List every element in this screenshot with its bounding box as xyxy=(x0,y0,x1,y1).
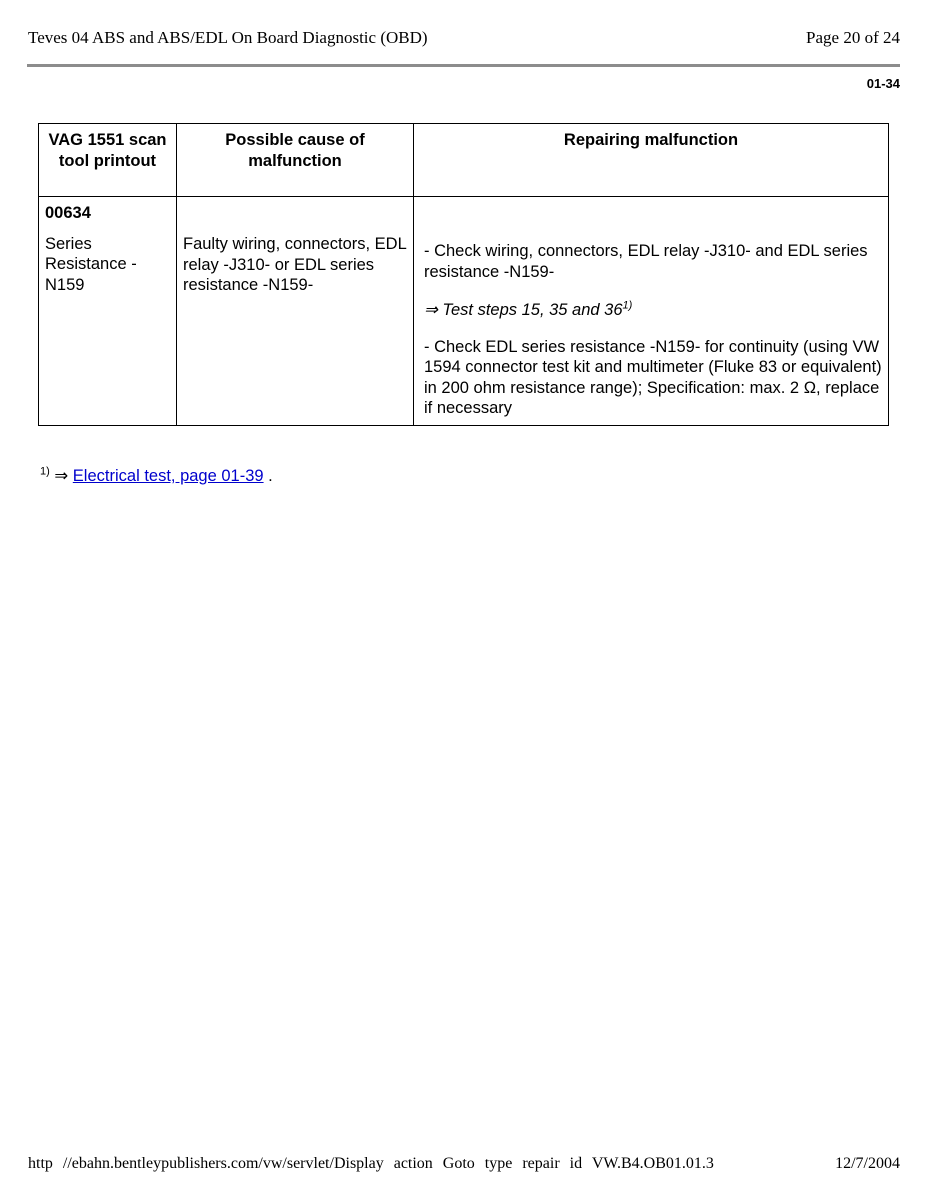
header-scan-tool: VAG 1551 scan tool printout xyxy=(39,124,177,197)
test-steps-text: Test steps 15, 35 and 36 xyxy=(442,301,623,319)
cause-text: Faulty wiring, connectors, EDL relay -J310- or EDL series resistance -N159- xyxy=(183,235,407,294)
footnote-end: . xyxy=(268,467,273,485)
table-row xyxy=(39,197,889,426)
page-indicator: Page 20 of 24 xyxy=(806,28,900,47)
header-divider xyxy=(27,64,900,67)
fault-component: Series Resistance - N159 xyxy=(45,234,137,294)
cell-printout xyxy=(39,197,177,426)
electrical-test-link[interactable]: Electrical test, page 01-39 xyxy=(72,467,264,485)
header-repair: Repairing malfunction xyxy=(414,124,889,197)
diagnostic-table xyxy=(38,123,889,426)
footnote-ref: 1) xyxy=(622,299,633,312)
table-header-row xyxy=(39,124,889,197)
arrow-right-icon: ⇒ xyxy=(424,301,438,319)
footer-url: http //ebahn.bentleypublishers.com/vw/servlet/Display action Goto type repair id VW.B4.OB01.01.3 xyxy=(28,1155,714,1172)
footnote-marker: 1) xyxy=(40,465,50,478)
fault-code: 00634 xyxy=(45,204,91,222)
footer-date: 12/7/2004 xyxy=(835,1155,900,1172)
cell-cause xyxy=(177,197,414,426)
section-number: 01-34 xyxy=(866,76,900,91)
document-title: Teves 04 ABS and ABS/EDL On Board Diagnostic (OBD) xyxy=(28,28,428,47)
header-cause: Possible cause of malfunction xyxy=(177,124,414,197)
repair-step-check-wiring: - Check wiring, connectors, EDL relay -J310- and EDL series resistance -N159- xyxy=(424,242,868,281)
footnote xyxy=(40,466,273,486)
repair-step-continuity: - Check EDL series resistance -N159- for continuity (using VW 1594 connector test kit and multimeter (Fluke 83 or equivalent) in 200 ohm resistance range); Specification: max. 2 Ω, replace if necessary xyxy=(424,337,882,417)
cell-repair xyxy=(414,197,889,426)
arrow-right-icon: ⇒ xyxy=(54,467,69,485)
repair-step-test-steps xyxy=(420,300,882,321)
